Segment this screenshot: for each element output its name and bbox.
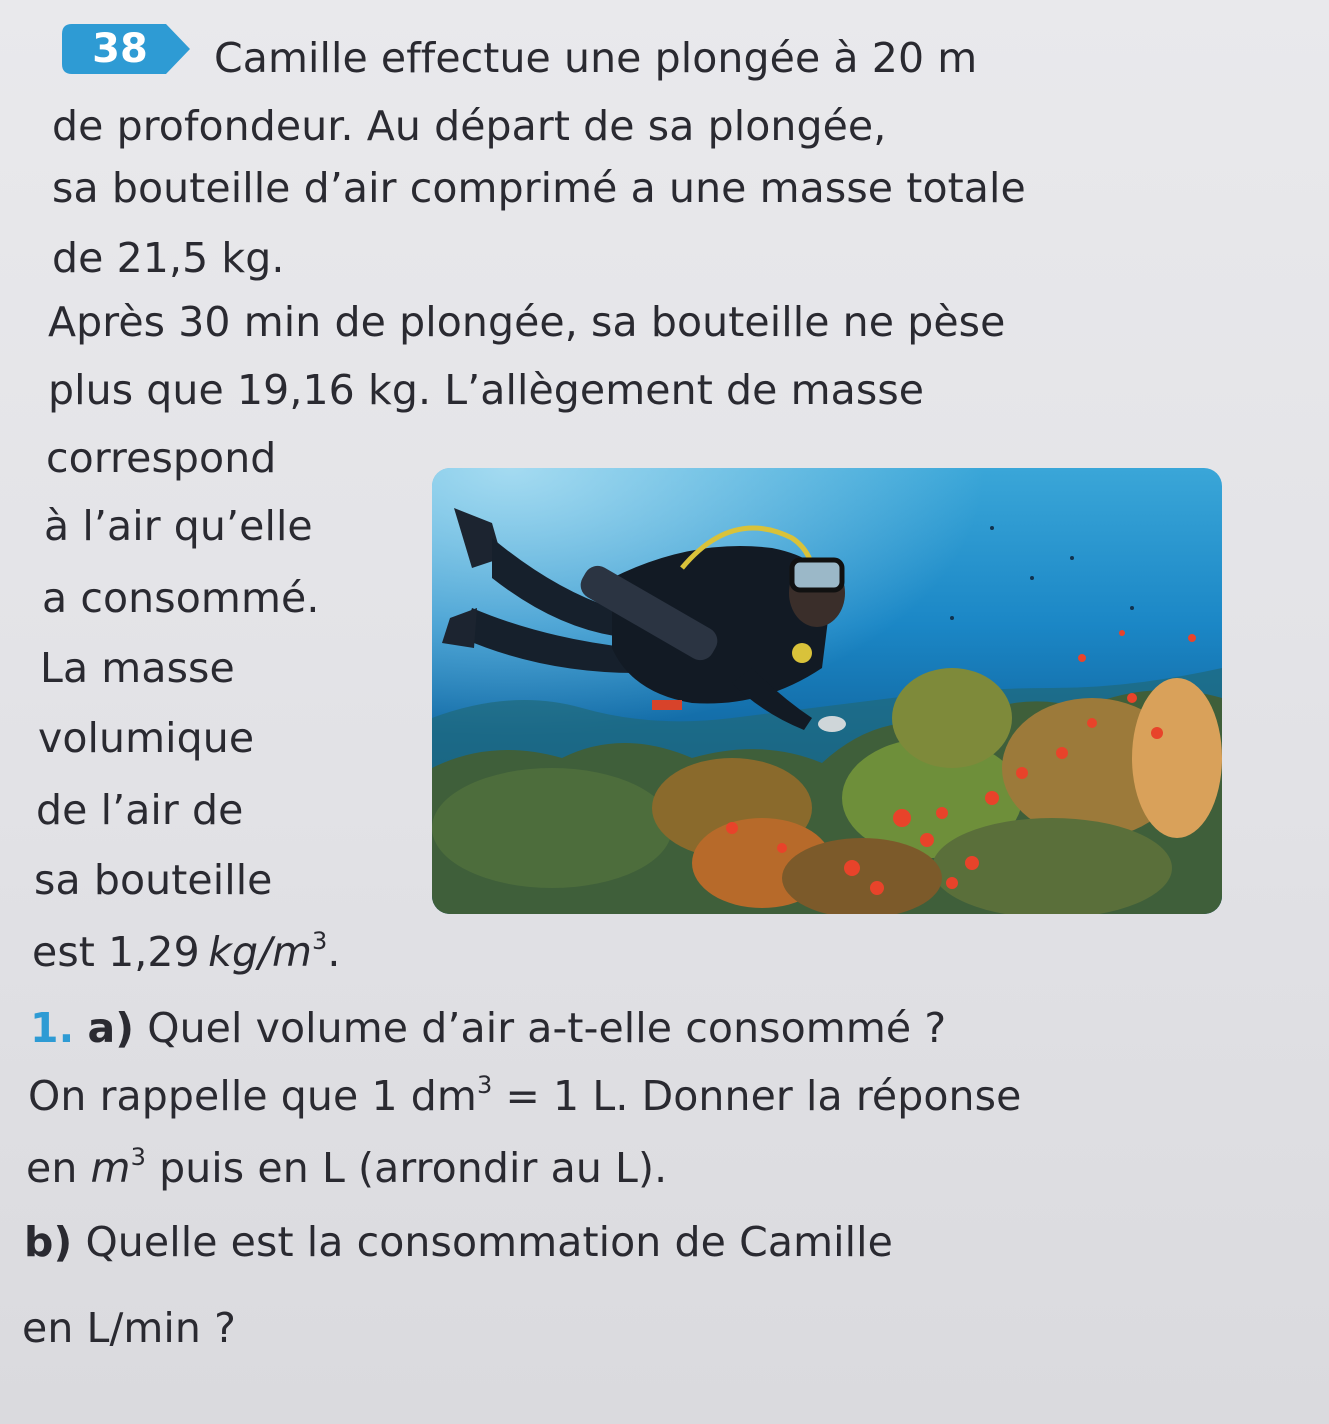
intro-line-7: correspond <box>46 434 277 482</box>
intro-line-11: volumique <box>38 714 255 762</box>
density-value: 1,29 <box>108 928 200 976</box>
density-exponent: 3 <box>312 927 328 955</box>
reminder-exponent: 3 <box>476 1071 493 1099</box>
question-1b-text: Quelle est la consommation de Camille <box>85 1218 893 1266</box>
question-1a-line <box>30 998 946 1058</box>
answer-suffix: puis en L (arrondir au L). <box>145 1144 668 1192</box>
answer-exponent: 3 <box>130 1143 146 1171</box>
reminder-lhs: 1 dm <box>371 1072 477 1120</box>
intro-line-6: plus que 19,16 kg. L’allègement de masse <box>48 366 925 414</box>
reminder-line <box>28 1066 1021 1126</box>
exercise-number-badge <box>62 24 192 74</box>
question-1b-label: b) <box>24 1218 73 1266</box>
answer-prefix: en <box>26 1144 91 1192</box>
intro-line-5: Après 30 min de plongée, sa bouteille ne pèse <box>48 298 1006 346</box>
intro-line-9: a consommé. <box>42 574 320 622</box>
density-line <box>32 922 341 982</box>
intro-line-13: sa bouteille <box>34 856 273 904</box>
density-unit: kg/m <box>208 928 313 976</box>
question-1-number: 1. <box>30 1004 75 1052</box>
intro-line-2: de profondeur. Au départ de sa plongée, <box>52 102 887 150</box>
density-suffix: . <box>327 928 341 976</box>
reminder-suffix: . Donner la réponse <box>615 1072 1022 1120</box>
scuba-diver-illustration <box>432 468 1222 914</box>
intro-line-12: de l’air de <box>36 786 244 834</box>
question-1a-label: a) <box>87 1004 135 1052</box>
intro-line-10: La masse <box>40 644 235 692</box>
density-prefix: est <box>32 928 109 976</box>
exercise-number: 38 <box>92 26 148 72</box>
intro-line-4: de 21,5 kg. <box>52 234 285 282</box>
reminder-prefix: On rappelle que <box>28 1072 372 1120</box>
intro-line-3: sa bouteille d’air comprimé a une masse totale <box>52 164 1026 212</box>
answer-format-line <box>26 1138 667 1198</box>
intro-line-1: Camille effectue une plongée à 20 m <box>214 34 978 82</box>
question-1a-text: Quel volume d’air a-t-elle consommé ? <box>147 1004 947 1052</box>
scuba-diver-photo <box>432 468 1222 914</box>
answer-unit: m <box>90 1144 131 1192</box>
question-1b-line <box>24 1212 893 1272</box>
question-1b-continuation: en L/min ? <box>22 1304 237 1352</box>
intro-line-8: à l’air qu’elle <box>44 502 313 550</box>
reminder-rhs: = 1 L <box>492 1072 616 1120</box>
